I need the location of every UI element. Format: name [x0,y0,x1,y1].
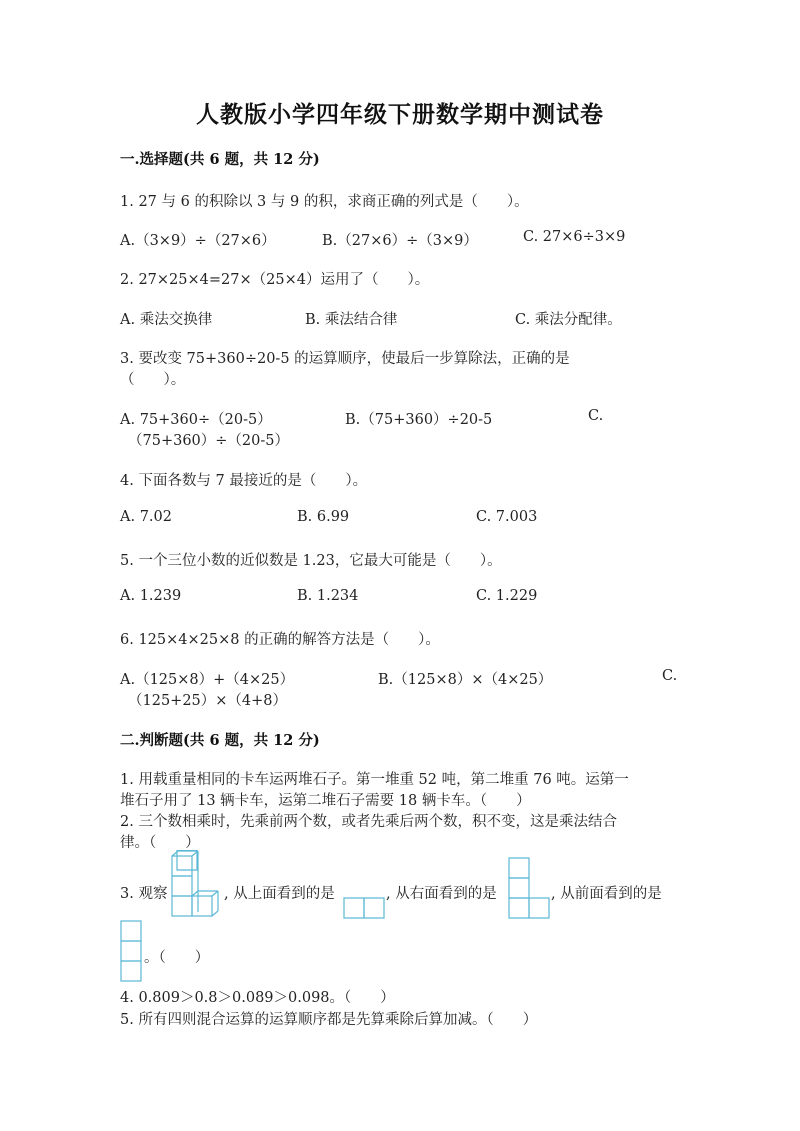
top-view-figure [343,897,385,919]
option-c-cont: （125+25）×（4+8） [128,693,288,709]
option-b: B.（125×8）×（4×25） [378,672,553,688]
option-a: A. 7.02 [120,509,172,525]
question-stem: 6. 125×4×25×8 的正确的解答方法是（ ）。 [120,632,440,648]
option-b: B. 乘法结合律 [305,312,398,328]
question-stem: 3. 要改变 75+360÷20-5 的运算顺序，使最后一步算除法，正确的是 [120,351,570,367]
judge-question-4: 4. 0.809＞0.8＞0.089＞0.098。（ ） [120,990,395,1006]
judge-question-5: 5. 所有四则混合运算的运算顺序都是先算乘除后算加减。（ ） [120,1012,538,1028]
option-c: C. 27×6÷3×9 [523,229,626,245]
question-stem: 4. 下面各数与 7 最接近的是（ ）。 [120,473,368,489]
option-a: A. 75+360÷（20-5） [120,412,272,428]
option-c: C. 1.229 [476,588,538,604]
option-b: B.（27×6）÷（3×9） [322,233,478,249]
judge-question-3-answer: 。（ ） [144,950,210,966]
option-c: C. [662,668,678,684]
judge-question-3-front: , 从前面看到的是 [551,886,662,902]
section-heading-judgement: 二.判断题(共 6 题，共 12 分) [120,732,320,749]
judge-question-2-cont: 律。（ ） [120,835,200,851]
option-b: B.（75+360）÷20-5 [345,412,493,428]
right-view-figure [508,857,550,919]
question-stem: 2. 27×25×4=27×（25×4）运用了（ ）。 [120,272,430,288]
option-c: C. 7.003 [476,509,538,525]
option-a: A.（125×8）+（4×25） [120,672,295,688]
question-stem: 5. 一个三位小数的近似数是 1.23，它最大可能是（ ）。 [120,553,502,569]
cube-stack-figure [170,850,220,920]
judge-question-1: 1. 用载重量相同的卡车运两堆石子。第一堆重 52 吨，第二堆重 76 吨。运第一 [120,772,629,788]
judge-question-3-right: , 从右面看到的是 [386,886,497,902]
option-a: A.（3×9）÷（27×6） [120,233,276,249]
judge-question-3-top: , 从上面看到的是 [224,886,335,902]
judge-question-2: 2. 三个数相乘时，先乘前两个数，或者先乘后两个数，积不变，这是乘法结合 [120,814,617,830]
option-a: A. 乘法交换律 [120,312,213,328]
option-c-cont: （75+360）÷（20-5） [128,433,290,449]
judge-question-1-cont: 堆石子用了 13 辆卡车，运第二堆石子需要 18 辆卡车。（ ） [120,793,531,809]
question-stem-cont: （ ）。 [120,372,186,388]
page-title: 人教版小学四年级下册数学期中测试卷 [196,101,604,128]
section-heading-choice: 一.选择题(共 6 题，共 12 分) [120,151,320,168]
option-a: A. 1.239 [120,588,182,604]
option-b: B. 1.234 [297,588,359,604]
option-c: C. 乘法分配律。 [515,312,622,328]
front-view-figure [120,920,142,982]
option-b: B. 6.99 [297,509,350,525]
option-c: C. [588,408,604,424]
question-stem: 1. 27 与 6 的积除以 3 与 9 的积，求商正确的列式是（ ）。 [120,194,529,210]
judge-question-3-intro: 3. 观察 [120,886,168,902]
